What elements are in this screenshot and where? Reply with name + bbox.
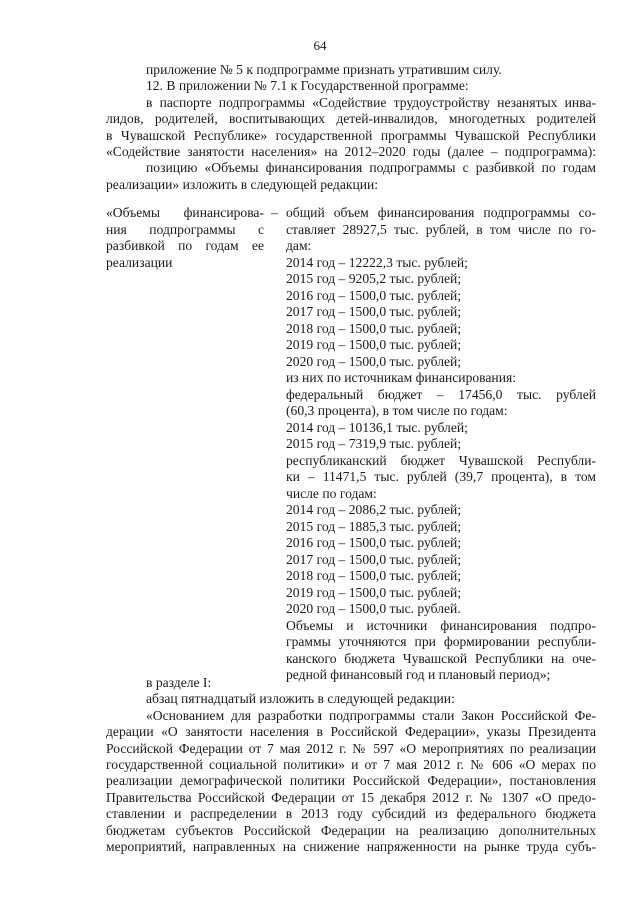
intro-line: приложение № 5 к подпрограмме признать утратившим силу. (146, 62, 502, 77)
right-line: 2015 год – 7319,9 тыс. рублей; (286, 436, 462, 451)
intro-line: 12. В приложении № 7.1 к Государственной программе: (146, 78, 469, 94)
right-line: 2015 год – 1885,3 тыс. рублей; (286, 518, 462, 534)
right-line: канского бюджета Чувашской Республики на оче- (286, 650, 596, 666)
right-line: дам: (286, 238, 312, 253)
right-line: 2016 год – 1500,0 тыс. рублей; (286, 287, 462, 303)
table-dash: – (271, 205, 278, 220)
page-number: 64 (313, 38, 327, 53)
intro-line: в паспорте подпрограммы «Содействие трудоустройству незанятых инва- (146, 94, 596, 110)
right-line: 2019 год – 1500,0 тыс. рублей; (286, 584, 462, 600)
right-line: (60,3 процента), в том числе по годам: (286, 403, 508, 418)
outro-line: дерации «О занятости населения в Российской Федерации», указы Президента (106, 724, 596, 740)
outro-line: государственной социальной политики» и от 7 мая 2012 г. № 606 «О мерах по (106, 757, 596, 773)
right-line: 2017 год – 1500,0 тыс. рублей; (286, 304, 462, 319)
intro-block (106, 62, 596, 193)
intro-line: реализации» изложить в следующей редакции: (106, 176, 379, 192)
left-line: реализации (106, 254, 173, 270)
left-line: ния подпрограммы с (106, 221, 264, 237)
right-line: Объемы и источники финансирования подпро- (286, 617, 596, 633)
right-line: 2016 год – 1500,0 тыс. рублей; (286, 535, 462, 550)
right-line: 2017 год – 1500,0 тыс. рублей; (286, 551, 462, 567)
outro-line: абзац пятнадцатый изложить в следующей редакции: (146, 691, 455, 707)
right-line: федеральный бюджет – 17456,0 тыс. рублей (286, 386, 596, 402)
right-line: числе по годам: (286, 485, 377, 501)
right-line: граммы уточняются при формировании республи- (286, 634, 596, 649)
left-line: разбивкой по годам ее (106, 238, 264, 253)
outro-line: в разделе I: (146, 675, 212, 690)
right-line: 2015 год – 9205,2 тыс. рублей; (286, 271, 462, 286)
right-line: 2014 год – 10136,1 тыс. рублей; (286, 419, 468, 435)
outro-line: реализации демографической политики Российской Федерации», постановления (106, 773, 596, 789)
intro-line: позицию «Объемы финансирования подпрограммы с разбивкой по годам (146, 160, 596, 176)
outro-line: Правительства Российской Федерации от 15 декабря 2012 г. № 1307 «О предо- (106, 789, 596, 805)
table-left-column (106, 205, 264, 271)
right-line: 2014 год – 12222,3 тыс. рублей; (286, 254, 468, 270)
outro-line: ставлении и распределении в 2013 году субсидий из федерального бюджета (106, 806, 596, 822)
intro-line: «Содействие занятости населения» на 2012–2020 годы (далее – подпрограмма): (106, 144, 596, 160)
right-line: 2014 год – 2086,2 тыс. рублей; (286, 502, 462, 517)
right-line: редной финансовый год и плановый период»; (286, 667, 551, 682)
outro-line: Российской Федерации от 7 мая 2012 г. № 597 «О мероприятиях по реализации (106, 740, 596, 756)
outro-line: бюджетам субъектов Российской Федерации на реализацию дополнительных (106, 822, 596, 838)
table-right-column (286, 205, 596, 684)
right-line: из них по источникам финансирования: (286, 370, 517, 385)
intro-line: лидов, родителей, воспитывающих детей-инвалидов, многодетных родителей (106, 111, 596, 127)
right-line: 2018 год – 1500,0 тыс. рублей; (286, 320, 462, 336)
right-line: 2019 год – 1500,0 тыс. рублей; (286, 337, 462, 352)
right-line: 2018 год – 1500,0 тыс. рублей; (286, 568, 462, 583)
right-line: ставляет 28927,5 тыс. рублей, в том числе по го- (286, 221, 596, 237)
right-line: 2020 год – 1500,0 тыс. рублей. (286, 601, 461, 616)
right-line: 2020 год – 1500,0 тыс. рублей; (286, 353, 462, 369)
outro-line: мероприятий, направленных на снижение напряженности на рынке труда субъ- (106, 839, 596, 855)
intro-line: в Чувашской Республике» государственной программы Чувашской Республики (106, 127, 596, 143)
outro-block (106, 675, 596, 855)
right-line: общий объем финансирования подпрограммы со- (286, 205, 596, 220)
right-line: республиканский бюджет Чувашской Республи- (286, 452, 596, 468)
left-line: «Объемы финансирова- (106, 205, 264, 220)
outro-line: «Основанием для разработки подпрограммы стали Закон Российской Фе- (146, 707, 596, 723)
right-line: ки – 11471,5 тыс. рублей (39,7 процента), в том (286, 469, 596, 484)
